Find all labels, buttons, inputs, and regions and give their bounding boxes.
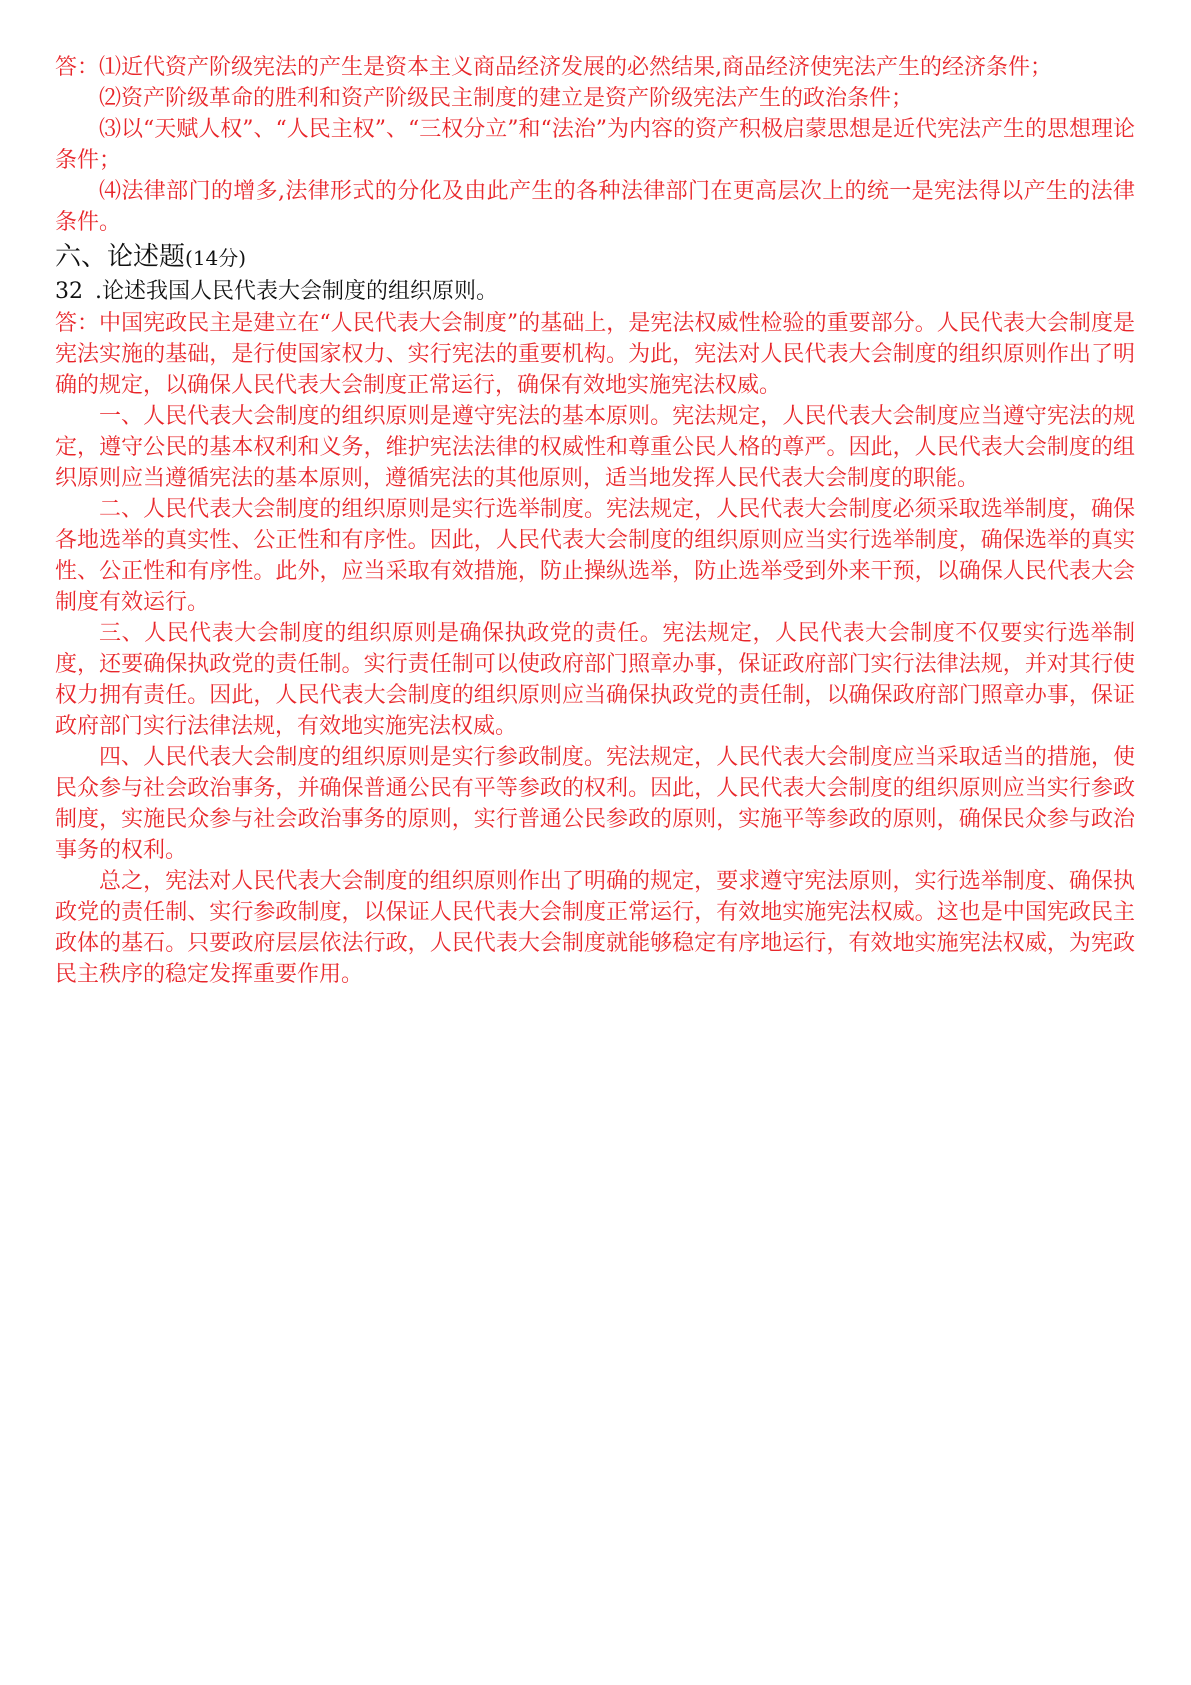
section-heading-points: (14分) [185,246,247,270]
answer-paragraph-2: 二、人民代表大会制度的组织原则是实行选举制度。宪法规定，人民代表大会制度必须采取选举制度，确保各地选举的真实性、公正性和有序性。因此，人民代表大会制度的组织原则应当实行选举制度，确保选举的真实性、公正性和有序性。此外，应当采取有效措施，防止操纵选举，防止选举受到外来干预，以确保人民代表大会制度有效运行。 [55,497,1135,615]
previous-answer-item-3: ⑶以“天赋人权”、“人民主权”、“三权分立”和“法治”为内容的资产积极启蒙思想是近代宪法产生的思想理论条件； [55,117,1135,173]
question-number: 32 [55,279,83,304]
answer-paragraph-conclusion: 总之，宪法对人民代表大会制度的组织原则作出了明确的规定，要求遵守宪法原则，实行选举制度、确保执政党的责任制、实行参政制度，以保证人民代表大会制度正常运行，有效地实施宪法权威。这也是中国宪政民主政体的基石。只要政府层层依法行政，人民代表大会制度就能够稳定有序地运行，有效地实施宪法权威，为宪政民主秩序的稳定发挥重要作用。 [55,869,1135,987]
page-content [55,52,1135,990]
question [55,275,1135,308]
section-heading [55,240,1135,275]
section-heading-title: 六、论述题 [55,242,186,272]
answer-paragraph-1: 一、人民代表大会制度的组织原则是遵守宪法的基本原则。宪法规定，人民代表大会制度应当遵守宪法的规定，遵守公民的基本权利和义务，维护宪法法律的权威性和尊重公民人格的尊严。因此，人民代表大会制度的组织原则应当遵循宪法的基本原则，遵循宪法的其他原则，适当地发挥人民代表大会制度的职能。 [55,404,1135,491]
question-text: .论述我国人民代表大会制度的组织原则。 [95,279,498,304]
previous-answer-item-4: ⑷法律部门的增多,法律形式的分化及由此产生的各种法律部门在更高层次上的统一是宪法得以产生的法律条件。 [55,179,1135,235]
answer-paragraph-intro: 答：中国宪政民主是建立在“人民代表大会制度”的基础上，是宪法权威性检验的重要部分。人民代表大会制度是宪法实施的基础，是行使国家权力、实行宪法的重要机构。为此，宪法对人民代表大会制度的组织原则作出了明确的规定，以确保人民代表大会制度正常运行，确保有效地实施宪法权威。 [55,311,1135,398]
answer-block [55,308,1135,990]
answer-paragraph-4: 四、人民代表大会制度的组织原则是实行参政制度。宪法规定，人民代表大会制度应当采取适当的措施，使民众参与社会政治事务，并确保普通公民有平等参政的权利。因此，人民代表大会制度的组织原则应当实行参政制度，实施民众参与社会政治事务的原则，实行普通公民参政的原则，实施平等参政的原则，确保民众参与政治事务的权利。 [55,745,1135,863]
answer-paragraph-3: 三、人民代表大会制度的组织原则是确保执政党的责任。宪法规定，人民代表大会制度不仅要实行选举制度，还要确保执政党的责任制。实行责任制可以使政府部门照章办事，保证政府部门实行法律法规，并对其行使权力拥有责任。因此，人民代表大会制度的组织原则应当确保执政党的责任制，以确保政府部门照章办事，保证政府部门实行法律法规，有效地实施宪法权威。 [55,621,1135,739]
previous-answer-block [55,52,1135,238]
previous-answer-item-2: ⑵资产阶级革命的胜利和资产阶级民主制度的建立是资产阶级宪法产生的政治条件； [99,86,914,111]
previous-answer-item-1: 答：⑴近代资产阶级宪法的产生是资本主义商品经济发展的必然结果,商品经济使宪法产生的经济条件； [55,55,1052,80]
